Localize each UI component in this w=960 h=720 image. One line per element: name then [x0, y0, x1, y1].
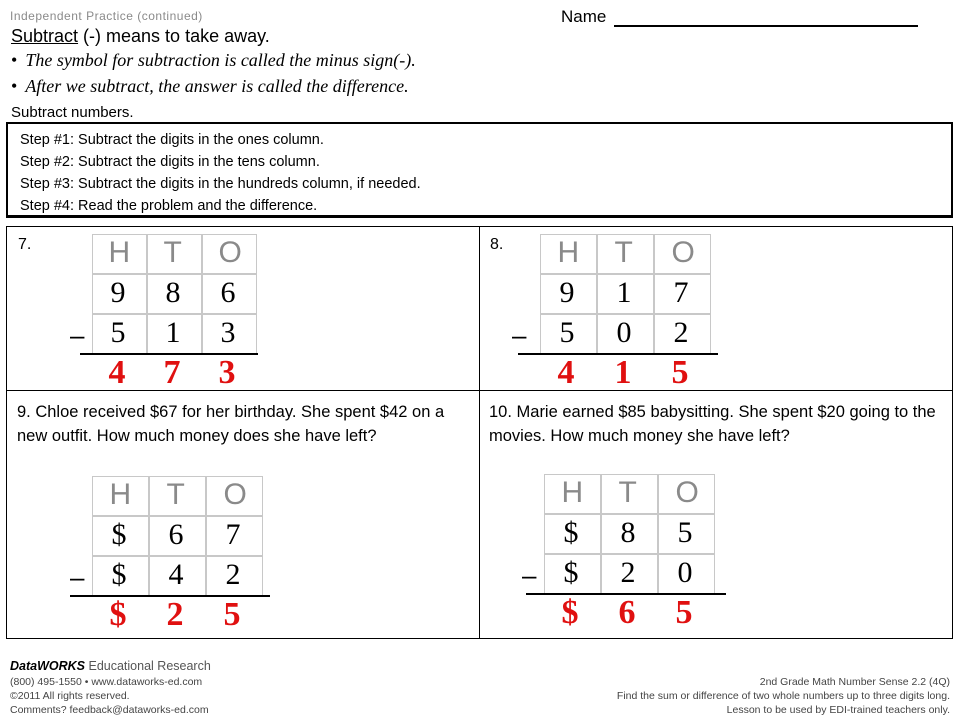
top-digit: 8 — [620, 516, 636, 549]
step-3: Step #3: Subtract the digits in the hundreds column, if needed. — [20, 176, 421, 192]
footer-comments: Comments? feedback@dataworks-ed.com — [10, 704, 209, 716]
problem-10-text: 10. Marie earned $85 babysitting. She spent $20 going to the movies. How much money she have left? — [489, 403, 936, 445]
answer-digit: 5 — [223, 596, 241, 633]
subtract-word: Subtract — [11, 26, 79, 46]
problem-10-hto — [522, 474, 724, 640]
top-digit: $ — [563, 516, 579, 549]
brand-name: DataWORKS — [10, 659, 86, 673]
hto-header-o: O — [218, 236, 242, 269]
name-line — [614, 25, 918, 27]
top-digit: 5 — [677, 516, 693, 549]
top-digit: $ — [111, 518, 127, 551]
bottom-digit: 2 — [673, 316, 689, 349]
footer-copyright: ©2011 All rights reserved. — [10, 690, 130, 702]
hto-header-h: H — [561, 476, 584, 509]
hto-header-h: H — [108, 236, 131, 269]
answer-digit: 7 — [163, 354, 181, 391]
subtract-numbers-label: Subtract numbers. — [11, 104, 134, 121]
bullet-text: The symbol for subtraction is called the minus sign(-). — [25, 50, 416, 70]
hto-header-o: O — [223, 478, 247, 511]
bottom-digit: 0 — [616, 316, 632, 349]
top-digit: 6 — [168, 518, 184, 551]
problem-8-hto — [512, 234, 720, 394]
top-digit: 7 — [225, 518, 241, 551]
top-digit: 1 — [616, 276, 632, 309]
footer-objective: Find the sum or difference of two whole numbers up to three digits long. — [616, 690, 950, 702]
hto-header-o: O — [675, 476, 699, 509]
bottom-digit: 0 — [677, 556, 693, 589]
bullet-difference: • After we subtract, the answer is called the difference. — [11, 76, 409, 96]
answer-digit: 1 — [614, 354, 632, 391]
top-digit: 9 — [559, 276, 575, 309]
answer-digit: 4 — [108, 354, 126, 391]
answer-digit: $ — [109, 596, 127, 633]
bottom-digit: 5 — [559, 316, 575, 349]
problem-8-number: 8. — [490, 236, 504, 253]
minus-sign: – — [70, 562, 85, 592]
bullet-text: After we subtract, the answer is called the difference. — [25, 76, 409, 96]
bullet-minus-sign: • The symbol for subtraction is called the minus sign(-). — [11, 50, 416, 70]
hto-header-t: T — [618, 476, 637, 509]
section-label: Independent Practice (continued) — [10, 9, 203, 23]
bottom-digit: 4 — [168, 558, 184, 591]
subtract-rest: (-) means to take away. — [78, 26, 270, 46]
hto-header-t: T — [166, 478, 185, 511]
top-digit: 7 — [673, 276, 689, 309]
top-digit: 8 — [165, 276, 181, 309]
name-label: Name — [561, 7, 607, 26]
answer-digit: 4 — [557, 354, 575, 391]
bottom-digit: 1 — [165, 316, 181, 349]
top-digit: 6 — [220, 276, 236, 309]
brand-rest: Educational Research — [85, 659, 211, 673]
problem-9-hto — [70, 476, 272, 640]
hto-header-h: H — [109, 478, 132, 511]
bottom-digit: 2 — [620, 556, 636, 589]
bottom-digit: 3 — [220, 316, 236, 349]
grid-divider-vertical — [479, 226, 480, 639]
hto-header-t: T — [614, 236, 633, 269]
bottom-digit: 5 — [110, 316, 126, 349]
step-1: Step #1: Subtract the digits in the ones column. — [20, 132, 324, 148]
problem-9-text: 9. Chloe received $67 for her birthday. She spent $42 on a new outfit. How much money does she have left? — [17, 403, 445, 445]
bottom-digit: 2 — [225, 558, 241, 591]
steps-box — [6, 122, 953, 218]
bottom-digit: $ — [563, 556, 579, 589]
answer-digit: $ — [561, 594, 579, 631]
minus-sign: – — [512, 320, 527, 350]
answer-digit: 5 — [671, 354, 689, 391]
footer-usage: Lesson to be used by EDI-trained teachers only. — [726, 704, 950, 716]
hto-header-h: H — [557, 236, 580, 269]
bottom-digit: $ — [111, 558, 127, 591]
hto-header-t: T — [163, 236, 182, 269]
answer-digit: 5 — [675, 594, 693, 631]
minus-sign: – — [70, 320, 85, 350]
footer-brand — [10, 659, 211, 673]
problem-7-hto — [70, 234, 264, 394]
answer-digit: 2 — [166, 596, 184, 633]
answer-digit: 6 — [618, 594, 636, 631]
footer-phone: (800) 495-1550 • www.dataworks-ed.com — [10, 676, 203, 688]
top-digit: 9 — [110, 276, 126, 309]
answer-digit: 3 — [218, 354, 236, 391]
step-2: Step #2: Subtract the digits in the tens column. — [20, 154, 320, 170]
problem-7-number: 7. — [18, 236, 32, 253]
subtract-definition — [11, 26, 270, 47]
step-4: Step #4: Read the problem and the difference. — [20, 198, 318, 214]
footer-course: 2nd Grade Math Number Sense 2.2 (4Q) — [759, 676, 950, 688]
minus-sign: – — [522, 560, 537, 590]
hto-header-o: O — [671, 236, 695, 269]
